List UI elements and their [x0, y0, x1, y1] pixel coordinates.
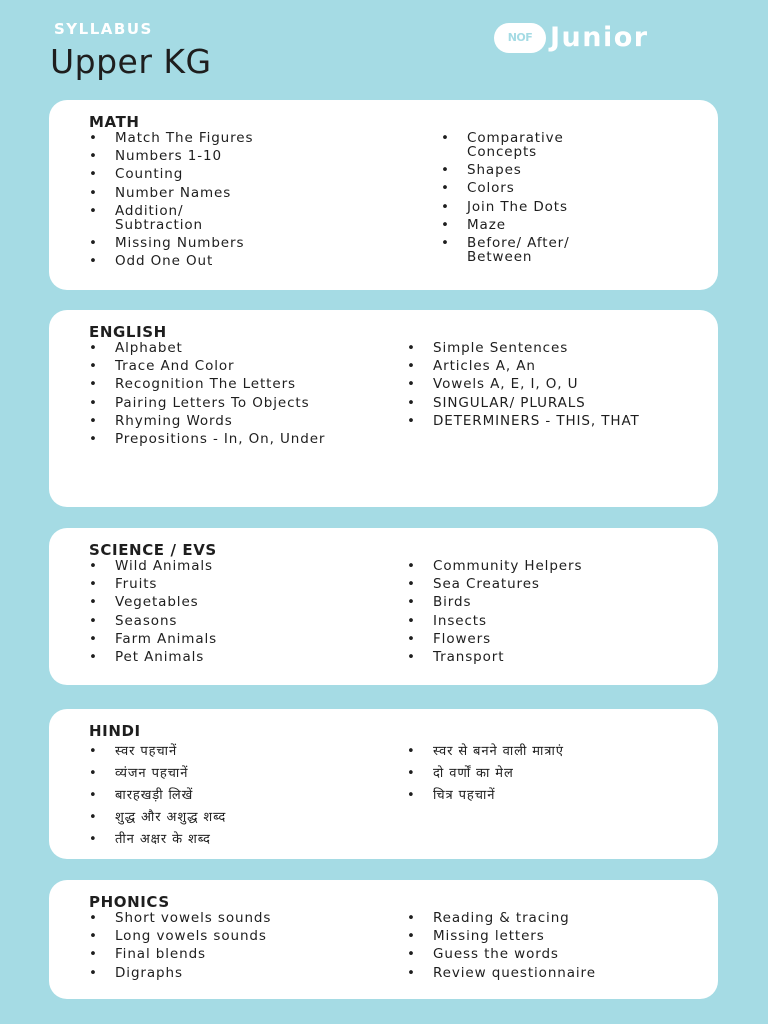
- list-item: • स्वर से बनने वाली मात्राएं: [407, 745, 687, 759]
- list-item: • Flowers: [407, 632, 677, 646]
- topic-list-right: [441, 131, 631, 268]
- topic-list-right: [407, 911, 677, 984]
- english-card: [49, 310, 718, 507]
- list-item: • Alphabet: [89, 341, 314, 355]
- list-item: • बारहखड़ी लिखें: [89, 789, 349, 803]
- hindi-card: [49, 709, 718, 859]
- list-item: • Insects: [407, 614, 677, 628]
- list-item: • Guess the words: [407, 947, 677, 961]
- list-item: • दो वर्णों का मेल: [407, 767, 687, 781]
- list-item: • Shapes: [441, 163, 631, 177]
- list-item: • Pairing Letters To Objects: [89, 396, 310, 410]
- topic-list-right: [407, 559, 677, 668]
- list-item: • तीन अक्षर के शब्द: [89, 833, 349, 847]
- section-title: HINDI: [89, 722, 141, 740]
- topic-list-left: [89, 745, 349, 855]
- list-item: • चित्र पहचानें: [407, 789, 687, 803]
- list-item: • Simple Sentences: [407, 341, 677, 355]
- list-item: • Odd One Out: [89, 254, 309, 268]
- list-item: • Vegetables: [89, 595, 319, 609]
- list-item: • Fruits: [89, 577, 319, 591]
- list-item: • Recognition The Letters: [89, 377, 300, 391]
- list-item: • Birds: [407, 595, 677, 609]
- list-item: • स्वर पहचानें: [89, 745, 349, 759]
- brand-logo: [494, 22, 649, 53]
- list-item: • Community Helpers: [407, 559, 677, 573]
- section-title: ENGLISH: [89, 323, 167, 341]
- list-item: • Review questionnaire: [407, 966, 677, 980]
- topic-list-right: [407, 745, 687, 811]
- list-item: • Missing letters: [407, 929, 677, 943]
- list-item: • Match The Figures: [89, 131, 309, 145]
- list-item: • Farm Animals: [89, 632, 319, 646]
- list-item: • Final blends: [89, 947, 339, 961]
- list-item: • Vowels A, E, I, O, U: [407, 377, 677, 391]
- list-item: • Comparative Concepts: [441, 131, 617, 159]
- section-title: MATH: [89, 113, 140, 131]
- section-title: PHONICS: [89, 893, 170, 911]
- science-card: [49, 528, 718, 685]
- section-title: SCIENCE / EVS: [89, 541, 217, 559]
- math-card: [49, 100, 718, 290]
- list-item: • Sea Creatures: [407, 577, 677, 591]
- list-item: • Rhyming Words: [89, 414, 314, 428]
- list-item: • Missing Numbers: [89, 236, 309, 250]
- list-item: • Short vowels sounds: [89, 911, 339, 925]
- logo-badge: NOF: [494, 23, 546, 53]
- list-item: • Numbers 1-10: [89, 149, 309, 163]
- list-item: • Trace And Color: [89, 359, 314, 373]
- list-item: • DETERMINERS - THIS, THAT: [407, 414, 668, 428]
- list-item: • Wild Animals: [89, 559, 319, 573]
- list-item: • Reading & tracing: [407, 911, 677, 925]
- topic-list-left: [89, 559, 319, 668]
- list-item: • शुद्ध और अशुद्ध शब्द: [89, 811, 349, 825]
- list-item: • Colors: [441, 181, 631, 195]
- list-item: • Pet Animals: [89, 650, 319, 664]
- topic-list-left: [89, 340, 326, 450]
- list-item: • Number Names: [89, 186, 309, 200]
- topic-list-right: [407, 341, 677, 432]
- list-item: • Transport: [407, 650, 677, 664]
- syllabus-kicker: SYLLABUS: [54, 20, 153, 38]
- list-item: • Seasons: [89, 614, 319, 628]
- list-item: • Digraphs: [89, 966, 339, 980]
- list-item: • Addition/ Subtraction: [89, 204, 245, 232]
- list-item: • Prepositions - In, On, Under: [89, 432, 340, 446]
- list-item: • Articles A, An: [407, 359, 677, 373]
- list-item: • Join The Dots: [441, 200, 631, 214]
- list-item: • SINGULAR/ PLURALS: [407, 396, 677, 410]
- topic-list-left: [89, 911, 339, 984]
- list-item: • व्यंजन पहचानें: [89, 767, 349, 781]
- topic-list-left: [89, 131, 309, 272]
- page-title: Upper KG: [50, 42, 212, 81]
- list-item: • Counting: [89, 167, 309, 181]
- list-item: • Long vowels sounds: [89, 929, 339, 943]
- logo-wordmark: Junior: [550, 22, 649, 53]
- list-item: • Before/ After/ Between: [441, 236, 617, 264]
- list-item: • Maze: [441, 218, 631, 232]
- phonics-card: [49, 880, 718, 999]
